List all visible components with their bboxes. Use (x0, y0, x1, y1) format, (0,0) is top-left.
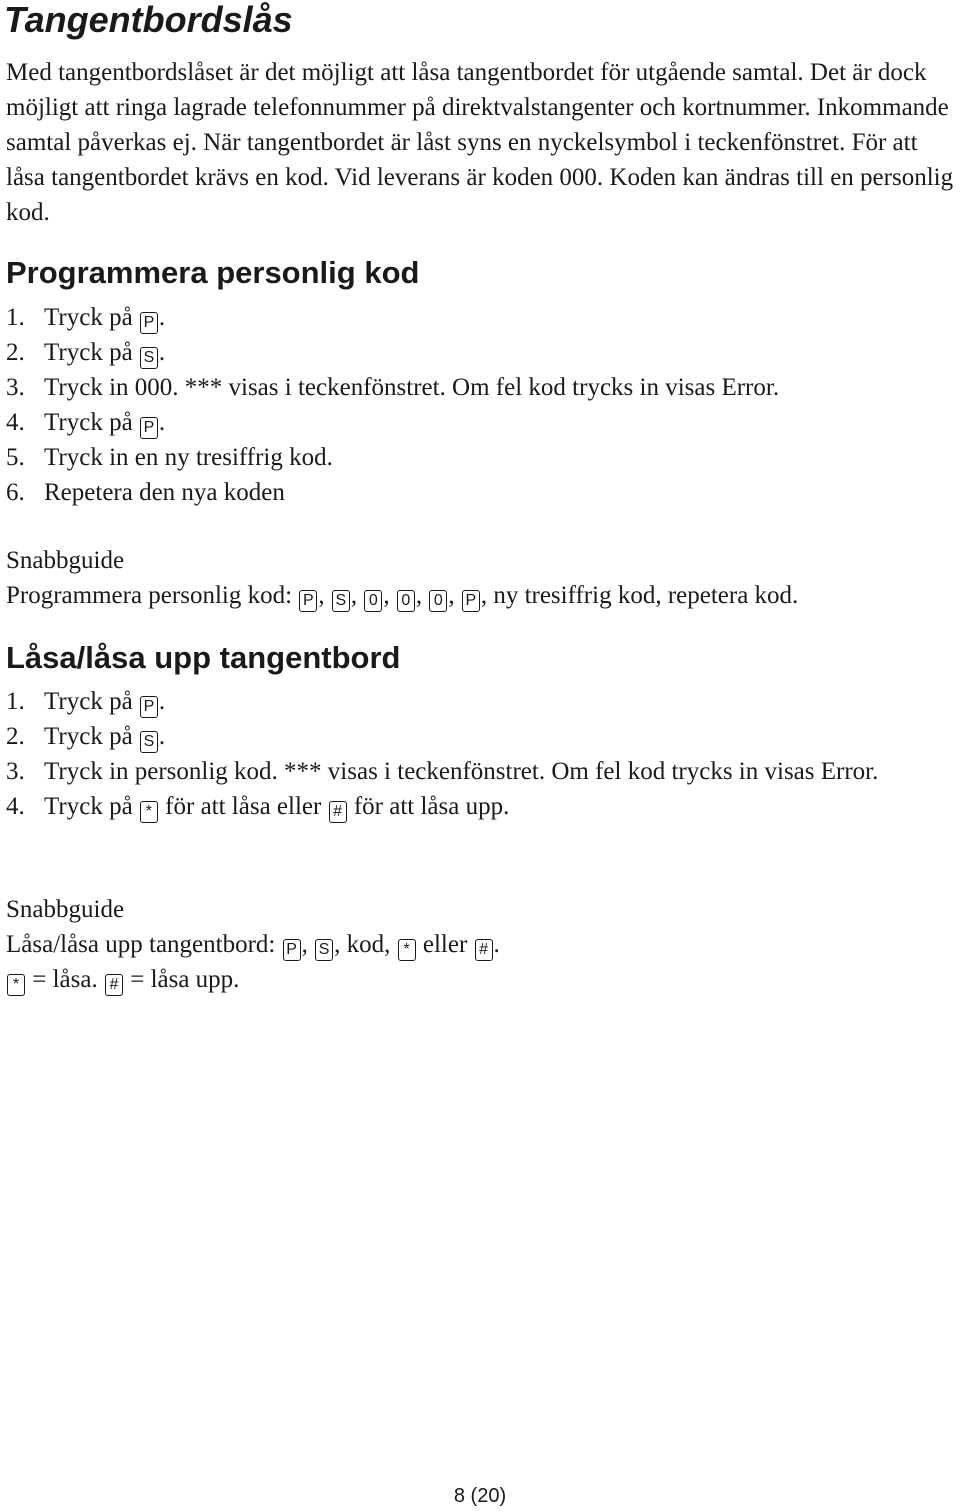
star-key-icon: * (140, 801, 158, 823)
page-title: Tangentbordslås (4, 0, 293, 40)
zero-key-icon: 0 (429, 590, 447, 612)
p-key-icon: P (462, 590, 480, 612)
steps-list-programmera (6, 300, 956, 510)
star-key-icon: * (7, 974, 25, 996)
star-key-icon: * (398, 939, 416, 961)
list-item: 3. Tryck in personlig kod. *** visas i teckenfönstret. Om fel kod trycks in visas Error. (6, 758, 879, 785)
page-number: 8 (20) (453, 1485, 507, 1507)
list-item: 4. Tryck på * för att låsa eller # för att låsa upp. (6, 789, 960, 824)
zero-key-icon: 0 (364, 590, 382, 612)
key-legend-line: * = låsa. # = låsa upp. (6, 962, 239, 997)
p-key-icon: P (140, 696, 158, 718)
hash-key-icon: # (329, 801, 347, 823)
s-key-icon: S (140, 731, 158, 753)
section-heading-lasa: Låsa/låsa upp tangentbord (6, 640, 401, 675)
hash-key-icon: # (105, 974, 123, 996)
s-key-icon: S (332, 590, 350, 612)
section-heading-programmera: Programmera personlig kod (6, 255, 420, 290)
p-key-icon: P (299, 590, 317, 612)
list-item: 5. Tryck in en ny tresiffrig kod. (6, 444, 333, 471)
list-item: 1. Tryck på P . (6, 684, 960, 719)
list-item: 3. Tryck in 000. *** visas i teckenfönstret. Om fel kod trycks in visas Error. (6, 374, 780, 401)
steps-list-lasa (6, 684, 960, 824)
list-item: 2. Tryck på S . (6, 335, 956, 370)
s-key-icon: S (315, 939, 333, 961)
p-key-icon: P (283, 939, 301, 961)
list-item: 4. Tryck på P . (6, 405, 956, 440)
p-key-icon: P (140, 312, 158, 334)
p-key-icon: P (140, 417, 158, 439)
hash-key-icon: # (475, 939, 493, 961)
zero-key-icon: 0 (397, 590, 415, 612)
intro-paragraph: Med tangentbordslåset är det möjligt att låsa tangentbordet för utgående samtal. Det är dock möjligt att ringa lagrade telefonnummer på direktvalstangenter och kortnummer. Inkommande samtal påverkas ej. När tangentbordet är låst syns en nyckelsymbol i teckenfönstret. För att låsa tangentbordet krävs en kod. Vid leverans är koden 000. Koden kan ändras till en personlig kod. (6, 59, 954, 226)
list-item: 2. Tryck på S . (6, 719, 960, 754)
quickguide-title: Snabbguide (6, 547, 125, 574)
s-key-icon: S (140, 347, 158, 369)
quickguide-line: Låsa/låsa upp tangentbord: P , S , kod, * eller # . (6, 927, 500, 962)
list-item: 1. Tryck på P . (6, 300, 956, 335)
quickguide-line: Programmera personlig kod: P , S , 0 , 0 , 0 , P , ny tresiffrig kod, repetera kod. (6, 578, 798, 613)
quickguide-title: Snabbguide (6, 896, 125, 923)
list-item: 6. Repetera den nya koden (6, 479, 285, 506)
